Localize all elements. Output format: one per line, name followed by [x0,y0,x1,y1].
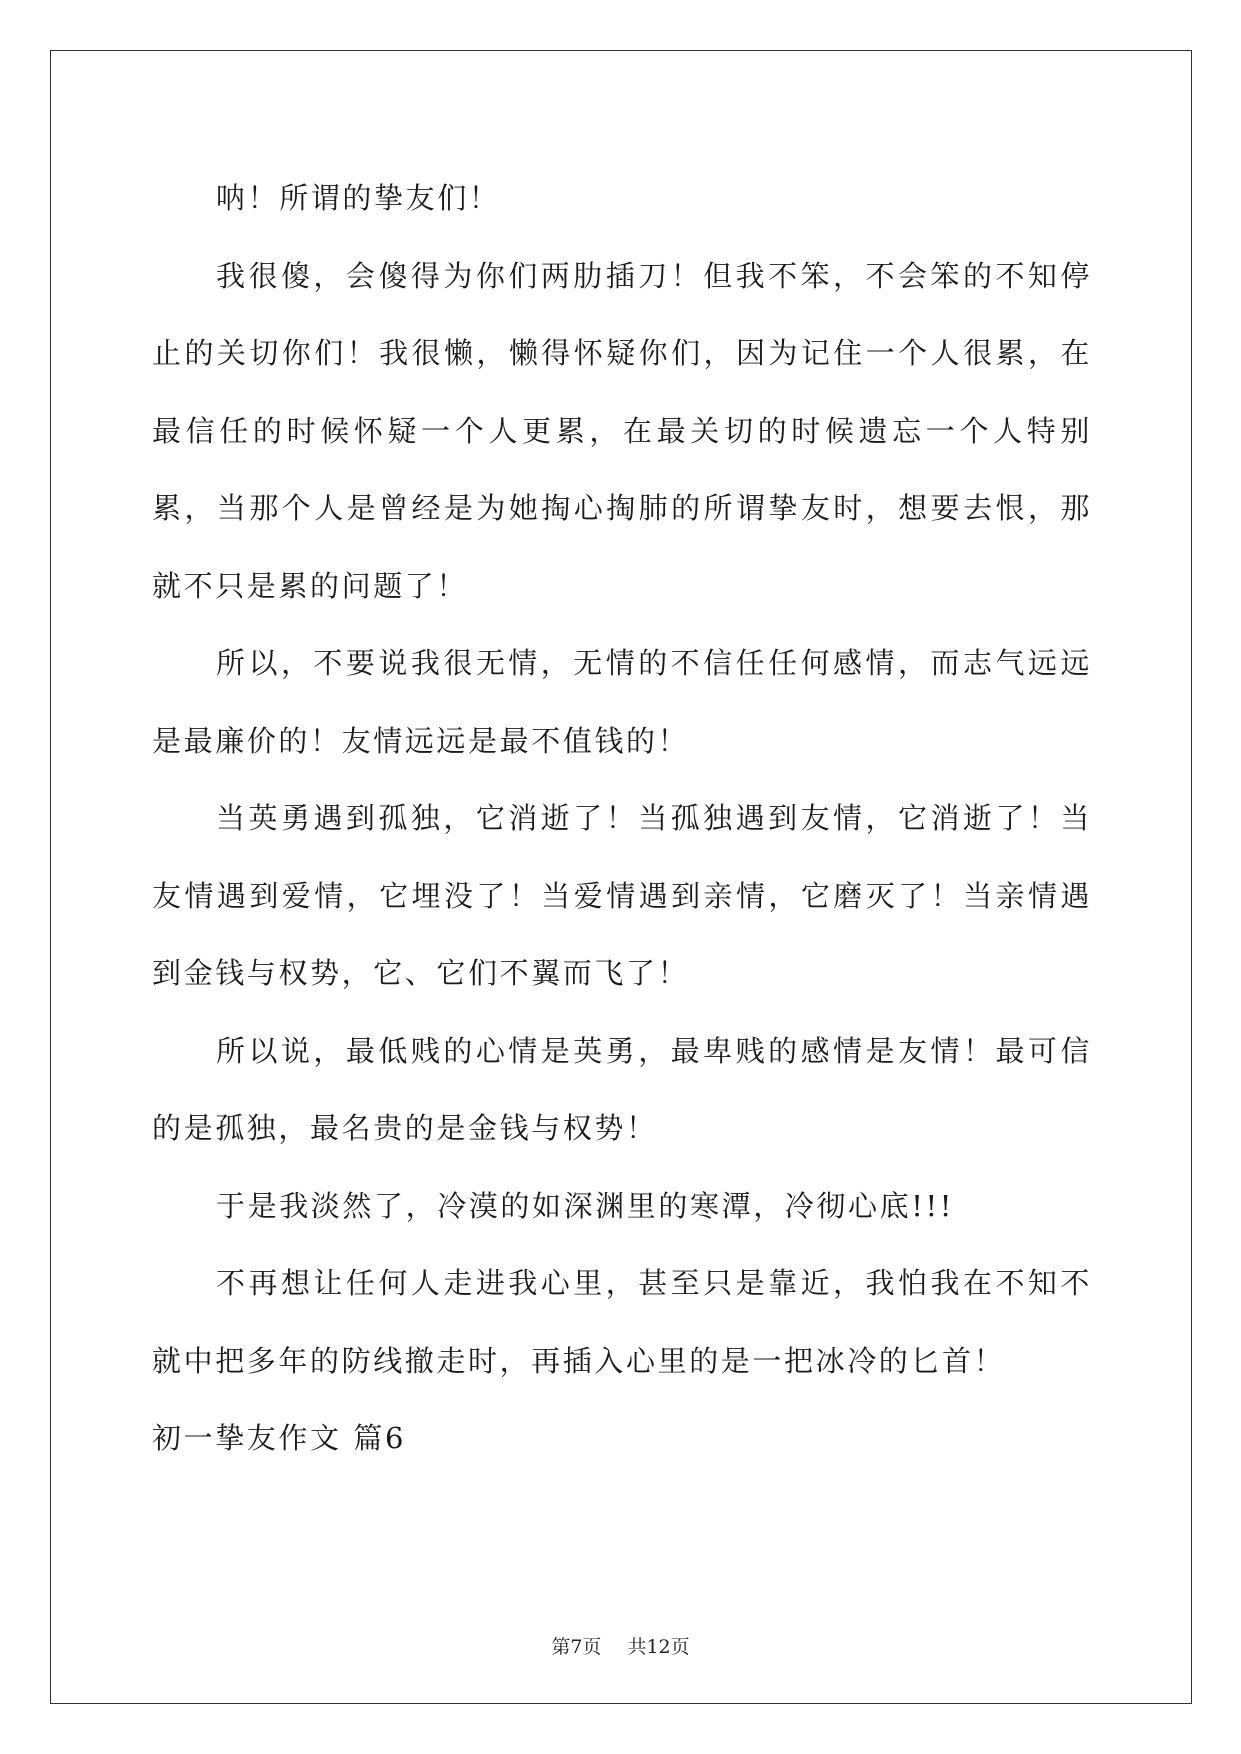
paragraph-5: 所以说，最低贱的心情是英勇，最卑贱的感情是友情！最可信的是孤独，最名贵的是金钱与权势！ [152,1033,1092,1145]
paragraph-1: 呐！所谓的挚友们！ [216,181,501,215]
page-footer [0,1635,1241,1659]
paragraph-6: 于是我淡然了，冷漠的如深渊里的寒潭，冷彻心底!!! [216,1188,954,1223]
page-number-total: 共12页 [627,1636,690,1658]
paragraph-3: 所以，不要说我很无情，无情的不信任任何感情，而志气远远是最廉价的！友情远远是最不值钱的！ [152,646,1092,758]
section-heading: 初一挚友作文 篇6 [152,1421,407,1455]
paragraph-4: 当英勇遇到孤独，它消逝了！当孤独遇到友情，它消逝了！当友情遇到爱情，它埋没了！当爱情遇到亲情，它磨灭了！当亲情遇到金钱与权势，它、它们不翼而飞了！ [152,801,1092,990]
document-body [152,160,1092,1478]
paragraph-7: 不再想让任何人走进我心里，甚至只是靠近，我怕我在不知不就中把多年的防线撤走时，再插入心里的是一把冰冷的匕首！ [152,1266,1092,1378]
page-number-current: 第7页 [551,1636,602,1658]
paragraph-2: 我很傻，会傻得为你们两肋插刀！但我不笨，不会笨的不知停止的关切你们！我很懒，懒得怀疑你们，因为记住一个人很累，在最信任的时候怀疑一个人更累，在最关切的时候遗忘一个人特别累，当那个人是曾经是为她掏心掏肺的所谓挚友时，想要去恨，那就不只是累的问题了！ [152,258,1092,603]
